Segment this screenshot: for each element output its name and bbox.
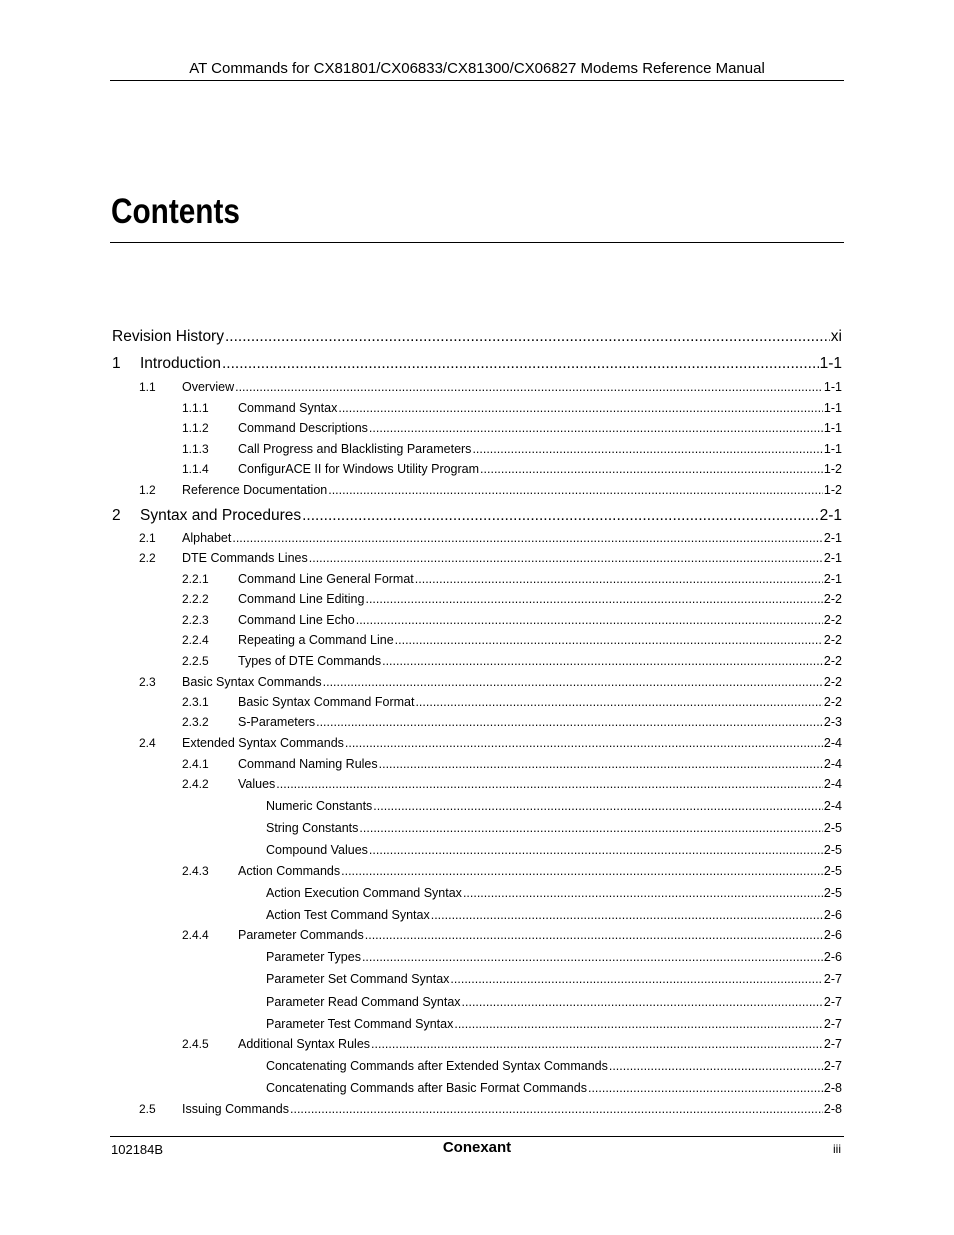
toc-leader-dots <box>309 551 823 565</box>
toc-entry-label: Basic Syntax Command Format <box>238 695 415 709</box>
toc-leader-dots <box>369 843 823 857</box>
toc-entry-page: 1-1 <box>823 380 842 394</box>
toc-entry-number: 2.3.2 <box>182 715 209 729</box>
toc-entry[interactable] <box>182 421 842 437</box>
toc-entry[interactable] <box>182 572 842 588</box>
toc-leader-dots <box>382 654 823 668</box>
toc-entry-label: Command Naming Rules <box>238 757 378 771</box>
toc-entry-number: 2.3.1 <box>182 695 209 709</box>
toc-entry-number: 2.4.4 <box>182 928 209 942</box>
toc-entry-label: Command Line Editing <box>238 592 365 606</box>
toc-entry-label: Basic Syntax Commands <box>182 675 322 689</box>
footer-rule <box>110 1136 844 1137</box>
toc-entry[interactable] <box>182 654 842 670</box>
toc-leader-dots <box>323 675 823 689</box>
toc-entry[interactable] <box>266 908 842 924</box>
toc-entry-page: 2-2 <box>823 633 842 647</box>
toc-entry-page: 2-7 <box>823 972 842 986</box>
toc-entry[interactable] <box>182 864 842 880</box>
toc-entry-page: 2-2 <box>823 613 842 627</box>
toc-entry-number: 1.2 <box>139 483 156 497</box>
toc-leader-dots <box>365 928 823 942</box>
toc-entry-page: 1-1 <box>823 421 842 435</box>
toc-leader-dots <box>431 908 823 922</box>
toc-leader-dots <box>462 995 823 1009</box>
toc-entry[interactable] <box>112 507 842 527</box>
toc-entry-number: 2.2.3 <box>182 613 209 627</box>
toc-entry[interactable] <box>182 401 842 417</box>
toc-leader-dots <box>369 421 823 435</box>
toc-entry-number: 2.5 <box>139 1102 156 1116</box>
toc-leader-dots <box>362 950 823 964</box>
toc-entry-label: Compound Values <box>266 843 368 857</box>
toc-entry-page: 1-1 <box>819 355 842 372</box>
toc-entry-number: 2.2.2 <box>182 592 209 606</box>
toc-leader-dots <box>454 1017 823 1031</box>
toc-entry-page: 2-7 <box>823 1017 842 1031</box>
toc-entry-label: Revision History <box>112 328 224 345</box>
toc-entry[interactable] <box>139 675 842 691</box>
toc-entry-page: xi <box>830 328 842 345</box>
toc-entry-page: 2-2 <box>823 695 842 709</box>
toc-entry-number: 2.3 <box>139 675 156 689</box>
toc-entry-label: Parameter Types <box>266 950 361 964</box>
toc-entry[interactable] <box>266 843 842 859</box>
toc-leader-dots <box>302 507 818 525</box>
toc-entry-number: 2.2.4 <box>182 633 209 647</box>
toc-leader-dots <box>450 972 823 986</box>
toc-entry[interactable] <box>266 821 842 837</box>
toc-entry[interactable] <box>182 592 842 608</box>
toc-entry[interactable] <box>182 613 842 629</box>
toc-leader-dots <box>232 531 823 545</box>
toc-entry-label: Command Line General Format <box>238 572 414 586</box>
toc-entry-page: 2-4 <box>823 777 842 791</box>
toc-leader-dots <box>338 401 823 415</box>
toc-entry-page: 2-6 <box>823 950 842 964</box>
toc-entry-number: 1.1.4 <box>182 462 209 476</box>
toc-entry-page: 2-5 <box>823 821 842 835</box>
toc-entry-number: 2.4 <box>139 736 156 750</box>
toc-entry-label: Action Commands <box>238 864 341 878</box>
page-number: iii <box>833 1142 841 1156</box>
toc-entry-page: 2-7 <box>823 1059 842 1073</box>
toc-leader-dots <box>235 380 823 394</box>
toc-leader-dots <box>359 821 823 835</box>
toc-entry-page: 2-4 <box>823 736 842 750</box>
toc-entry-label: Issuing Commands <box>182 1102 289 1116</box>
toc-entry-label: Action Test Command Syntax <box>266 908 430 922</box>
toc-leader-dots <box>472 442 822 456</box>
toc-leader-dots <box>356 613 823 627</box>
toc-entry[interactable] <box>182 757 842 773</box>
toc-entry[interactable] <box>182 928 842 944</box>
toc-entry[interactable] <box>182 777 842 793</box>
toc-entry-number: 2.4.3 <box>182 864 209 878</box>
toc-entry-page: 2-6 <box>823 928 842 942</box>
toc-entry-label: Concatenating Commands after Extended Syntax Commands <box>266 1059 608 1073</box>
toc-entry-number: 1.1.2 <box>182 421 209 435</box>
toc-entry-page: 2-2 <box>823 654 842 668</box>
document-number: 102184B <box>111 1142 164 1157</box>
toc-leader-dots <box>463 886 823 900</box>
toc-entry[interactable] <box>266 972 842 988</box>
toc-leader-dots <box>222 355 819 373</box>
toc-entry-number: 2.2.1 <box>182 572 209 586</box>
toc-entry-number: 1.1.1 <box>182 401 209 415</box>
toc-leader-dots <box>371 1037 823 1051</box>
toc-entry-label: Values <box>238 777 276 791</box>
toc-entry-number: 1 <box>112 355 121 372</box>
toc-entry[interactable] <box>266 1059 842 1075</box>
toc-entry-page: 2-5 <box>823 886 842 900</box>
toc-entry-page: 2-7 <box>823 995 842 1009</box>
toc-entry-number: 1.1.3 <box>182 442 209 456</box>
toc-entry-page: 1-2 <box>823 462 842 476</box>
toc-leader-dots <box>415 695 822 709</box>
toc-entry-page: 1-2 <box>823 483 842 497</box>
toc-entry-page: 1-1 <box>823 401 842 415</box>
toc-leader-dots <box>373 799 823 813</box>
toc-leader-dots <box>328 483 823 497</box>
toc-entry-label: Parameter Test Command Syntax <box>266 1017 454 1031</box>
toc-entry-number: 2.4.5 <box>182 1037 209 1051</box>
toc-entry-number: 2.4.2 <box>182 777 209 791</box>
toc-entry-label: Call Progress and Blacklisting Parameters <box>238 442 472 456</box>
toc-leader-dots <box>316 715 823 729</box>
toc-entry[interactable] <box>182 462 842 478</box>
toc-entry-label: Extended Syntax Commands <box>182 736 344 750</box>
running-header: AT Commands for CX81801/CX06833/CX81300/CX06827 Modems Reference Manual <box>189 60 765 77</box>
toc-entry-label: Action Execution Command Syntax <box>266 886 462 900</box>
toc-entry-label: Additional Syntax Rules <box>238 1037 371 1051</box>
toc-leader-dots <box>395 633 823 647</box>
toc-entry-label: DTE Commands Lines <box>182 551 308 565</box>
toc-leader-dots <box>225 328 830 346</box>
toc-entry-label: Alphabet <box>182 531 232 545</box>
toc-entry[interactable] <box>266 995 842 1011</box>
toc-entry-label: S-Parameters <box>238 715 316 729</box>
toc-entry-page: 2-5 <box>823 843 842 857</box>
toc-entry-page: 2-8 <box>823 1081 842 1095</box>
toc-entry-page: 2-4 <box>823 757 842 771</box>
toc-entry-page: 2-2 <box>823 675 842 689</box>
toc-entry[interactable] <box>266 886 842 902</box>
toc-leader-dots <box>345 736 823 750</box>
toc-entry[interactable] <box>112 355 842 375</box>
toc-entry-label: Overview <box>182 380 235 394</box>
toc-leader-dots <box>290 1102 823 1116</box>
toc-entry[interactable] <box>182 442 842 458</box>
toc-leader-dots <box>341 864 823 878</box>
toc-entry-number: 2.4.1 <box>182 757 209 771</box>
toc-entry-label: Command Line Echo <box>238 613 355 627</box>
toc-entry[interactable] <box>266 1017 842 1033</box>
toc-entry-label: Syntax and Procedures <box>140 507 302 524</box>
toc-entry[interactable] <box>139 736 842 752</box>
toc-entry[interactable] <box>182 715 842 731</box>
toc-entry-page: 2-4 <box>823 799 842 813</box>
toc-leader-dots <box>609 1059 823 1073</box>
toc-entry-page: 1-1 <box>823 442 842 456</box>
toc-entry[interactable] <box>182 1037 842 1053</box>
toc-entry-number: 2.2 <box>139 551 156 565</box>
toc-leader-dots <box>365 592 822 606</box>
toc-entry[interactable] <box>112 328 842 348</box>
header-rule <box>110 80 844 81</box>
toc-entry-page: 2-1 <box>823 551 842 565</box>
title-rule <box>110 242 844 243</box>
toc-leader-dots <box>379 757 823 771</box>
toc-entry-page: 2-5 <box>823 864 842 878</box>
toc-leader-dots <box>415 572 823 586</box>
toc-entry-page: 2-6 <box>823 908 842 922</box>
toc-entry-label: Introduction <box>140 355 221 372</box>
toc-entry-label: Numeric Constants <box>266 799 373 813</box>
toc-entry-label: Parameter Commands <box>238 928 364 942</box>
toc-entry-label: Types of DTE Commands <box>238 654 382 668</box>
toc-entry-page: 2-7 <box>823 1037 842 1051</box>
toc-entry-label: Parameter Read Command Syntax <box>266 995 461 1009</box>
toc-entry-label: Repeating a Command Line <box>238 633 394 647</box>
toc-entry-page: 2-1 <box>823 572 842 586</box>
toc-leader-dots <box>276 777 823 791</box>
toc-entry-page: 2-8 <box>823 1102 842 1116</box>
toc-entry[interactable] <box>139 483 842 499</box>
toc-entry-label: ConfigurACE II for Windows Utility Program <box>238 462 480 476</box>
toc-entry-label: Command Descriptions <box>238 421 368 435</box>
toc-entry[interactable] <box>139 551 842 567</box>
toc-entry-page: 2-1 <box>823 531 842 545</box>
toc-entry-label: String Constants <box>266 821 359 835</box>
company-name: Conexant <box>442 1139 512 1156</box>
toc-entry[interactable] <box>266 950 842 966</box>
toc-entry[interactable] <box>182 633 842 649</box>
toc-entry[interactable] <box>139 1102 842 1118</box>
toc-entry-page: 2-3 <box>823 715 842 729</box>
toc-entry-label: Concatenating Commands after Basic Format Commands <box>266 1081 587 1095</box>
toc-entry-page: 2-1 <box>819 507 842 524</box>
toc-entry[interactable] <box>139 531 842 547</box>
toc-entry[interactable] <box>266 1081 842 1097</box>
toc-entry-number: 2 <box>112 507 121 524</box>
toc-entry-label: Command Syntax <box>238 401 338 415</box>
toc-leader-dots <box>480 462 823 476</box>
toc-entry[interactable] <box>139 380 842 396</box>
toc-entry-number: 2.1 <box>139 531 156 545</box>
toc-entry[interactable] <box>182 695 842 711</box>
toc-leader-dots <box>588 1081 823 1095</box>
toc-entry[interactable] <box>266 799 842 815</box>
toc-entry-number: 2.2.5 <box>182 654 209 668</box>
toc-entry-number: 1.1 <box>139 380 156 394</box>
page-title: Contents <box>111 192 240 231</box>
toc-entry-label: Reference Documentation <box>182 483 328 497</box>
toc-entry-page: 2-2 <box>823 592 842 606</box>
toc-entry-label: Parameter Set Command Syntax <box>266 972 450 986</box>
